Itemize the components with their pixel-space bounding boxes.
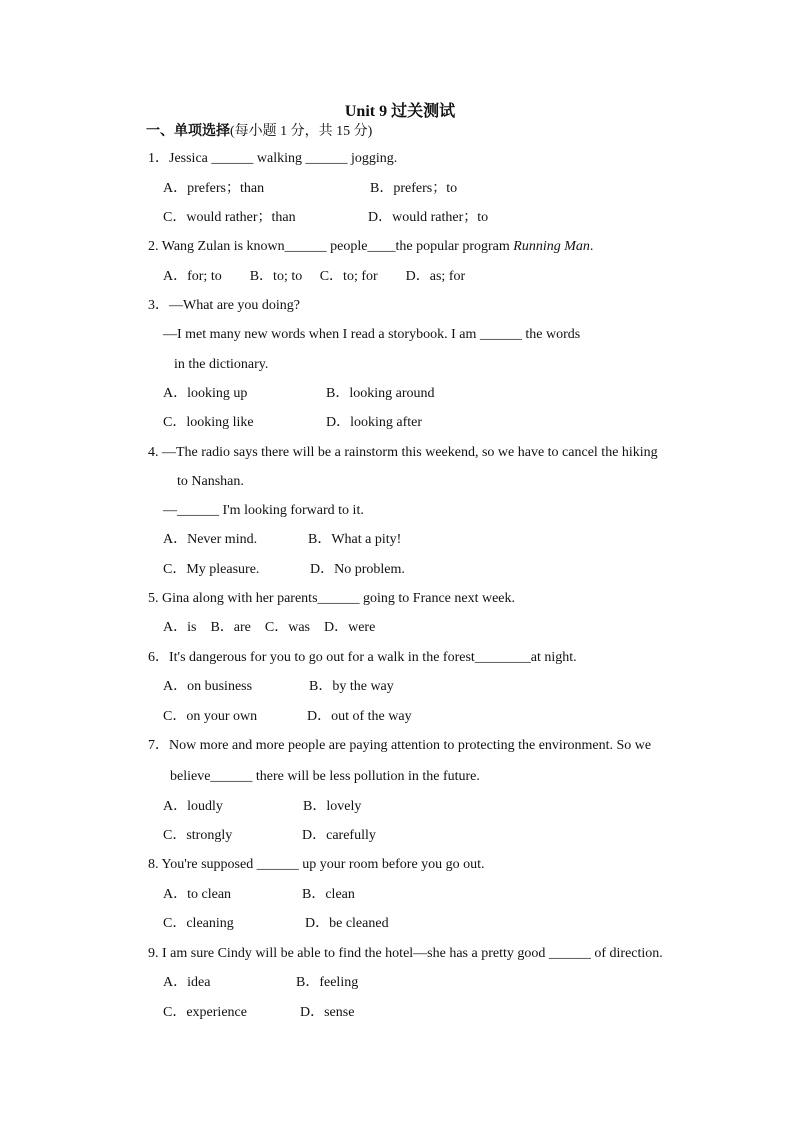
section-heading-note: (每小题 1 分，共 15 分) xyxy=(230,124,373,139)
question-2-stem-text: 2. Wang Zulan is known______ people____the popular program xyxy=(148,239,514,254)
question-6-option-b: B．by the way xyxy=(309,679,394,694)
question-9-option-b: B．feeling xyxy=(296,975,359,990)
question-7-line-2: believe______ there will be less pollution in the future. xyxy=(170,769,480,784)
question-7-option-c: C．strongly xyxy=(163,828,233,843)
question-8-option-a: A．to clean xyxy=(163,887,232,902)
question-7-option-a: A．loudly xyxy=(163,799,223,814)
section-heading xyxy=(146,120,372,140)
question-4-option-d: D．No problem. xyxy=(310,562,405,577)
question-7-option-d: D．carefully xyxy=(302,828,376,843)
question-3-line-2: —I met many new words when I read a storybook. I am ______ the words xyxy=(163,327,581,342)
question-5-stem: 5. Gina along with her parents______ going to France next week. xyxy=(148,591,516,606)
question-4-line-3: —______ I'm looking forward to it. xyxy=(163,503,364,518)
question-8-option-c: C．cleaning xyxy=(163,916,234,931)
question-4-option-a: A．Never mind. xyxy=(163,532,258,547)
question-3-option-b: B．looking around xyxy=(326,386,435,401)
page-title: Unit 9 过关测试 xyxy=(344,103,456,120)
question-2-stem-end: . xyxy=(589,239,594,254)
question-1-stem: 1．Jessica ______ walking ______ jogging. xyxy=(148,151,398,166)
section-heading-label: 一、单项选择 xyxy=(146,124,230,139)
question-4-line-2: to Nanshan. xyxy=(177,474,244,489)
question-4-option-c: C．My pleasure. xyxy=(163,562,260,577)
question-4-option-b: B．What a pity! xyxy=(308,532,402,547)
question-2-stem xyxy=(148,238,593,256)
question-3-line-3: in the dictionary. xyxy=(174,357,269,372)
question-1-option-b: B．prefers；to xyxy=(370,181,458,196)
question-3-option-a: A．looking up xyxy=(163,386,248,401)
question-9-option-a: A．idea xyxy=(163,975,211,990)
question-6-option-a: A．on business xyxy=(163,679,253,694)
question-9-stem: 9. I am sure Cindy will be able to find the hotel—she has a pretty good ______ of direction. xyxy=(148,946,663,961)
question-4-stem: 4. —The radio says there will be a rainstorm this weekend, so we have to cancel the hiking xyxy=(148,445,658,460)
question-3-option-c: C．looking like xyxy=(163,415,254,430)
question-8-option-d: D．be cleaned xyxy=(305,916,389,931)
question-2-options: A．for; to B．to; to C．to; for D．as; for xyxy=(163,269,466,284)
question-7-stem: 7．Now more and more people are paying attention to protecting the environment. So we xyxy=(148,738,652,753)
question-9-option-d: D．sense xyxy=(300,1005,355,1020)
question-8-stem: 8. You're supposed ______ up your room before you go out. xyxy=(148,857,485,872)
question-9-option-c: C．experience xyxy=(163,1005,247,1020)
question-6-option-d: D．out of the way xyxy=(307,709,412,724)
question-6-stem: 6．It's dangerous for you to go out for a walk in the forest________at night. xyxy=(148,650,577,665)
question-1-option-d: D．would rather；to xyxy=(368,210,489,225)
question-8-option-b: B．clean xyxy=(302,887,355,902)
question-2-program-title: Running Man xyxy=(513,239,590,254)
question-6-option-c: C．on your own xyxy=(163,709,258,724)
question-7-option-b: B．lovely xyxy=(303,799,362,814)
question-3-option-d: D．looking after xyxy=(326,415,423,430)
question-1-option-a: A．prefers；than xyxy=(163,181,265,196)
question-5-options: A．is B．are C．was D．were xyxy=(163,620,376,635)
question-1-option-c: C．would rather；than xyxy=(163,210,296,225)
question-3-stem: 3．—What are you doing? xyxy=(148,298,301,313)
